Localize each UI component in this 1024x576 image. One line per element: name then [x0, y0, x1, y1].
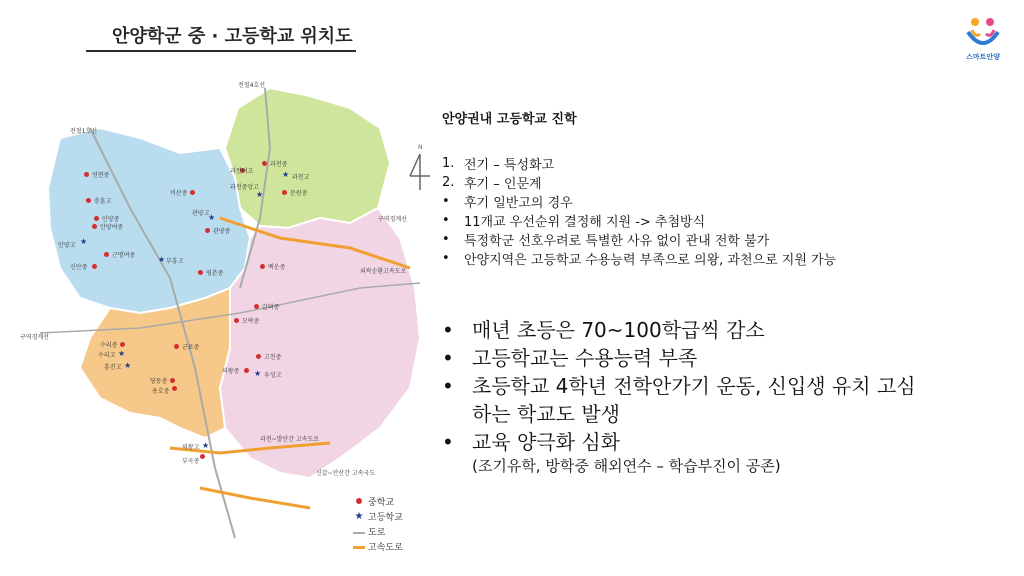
content-subtitle: 안양권내 고등학교 진학	[442, 112, 577, 127]
legend-middle-school: 중학교	[352, 494, 403, 509]
list-item: • 교육 양극화 심화	[442, 430, 620, 454]
admission-details-list	[442, 154, 836, 268]
smart-anyang-logo	[960, 14, 1006, 64]
singal-highway-label: 신갈~안산간 고속국도	[316, 470, 376, 477]
logo-figures-icon	[960, 14, 1006, 54]
map-regions-svg	[20, 68, 440, 568]
north-compass	[408, 146, 432, 192]
rail4-label: 전철4호선	[238, 82, 266, 89]
region-east	[220, 208, 420, 478]
compass-n-label: N	[418, 144, 423, 151]
map-legend	[352, 494, 403, 554]
logo-text: 스마트안양	[966, 53, 1000, 61]
key-issues-list	[442, 316, 916, 476]
list-item: • 11개교 우선순위 결정해 지원 -> 추첨방식	[442, 213, 706, 230]
boundary-label-west: 구역경계선	[20, 334, 49, 341]
slide-title: 안양학군 중 · 고등학교 위치도	[112, 26, 353, 47]
list-item: 2. 후기 – 인문계	[442, 175, 542, 192]
list-item: • 특정학군 선호우려로 특별한 사유 없이 관내 전학 불가	[442, 232, 770, 249]
list-item-note: (조기유학, 방학중 해외연수 – 학습부진이 공존)	[472, 457, 781, 475]
outer-ring-highway-label: 외곽순환고속도로	[360, 268, 407, 275]
content-block	[442, 108, 1012, 475]
middle-school-dot-icon	[356, 498, 362, 504]
road-line-icon	[353, 532, 365, 534]
title-underline	[86, 50, 356, 52]
high-school-star-icon: ★	[354, 511, 364, 522]
legend-highway: 고속도로	[352, 539, 403, 554]
highway-line-icon	[353, 546, 365, 549]
list-item: • 고등학교는 수용능력 부족	[442, 346, 698, 370]
list-item-continuation: 하는 학교도 발생	[472, 402, 620, 426]
legend-high-school: ★ 고등학교	[352, 509, 403, 524]
rail1-label: 전철1호선	[70, 128, 98, 135]
region-south	[80, 288, 230, 438]
boundary-label: 구역경계선	[378, 216, 407, 223]
list-item: 1. 전기 – 특성화고	[442, 156, 555, 173]
gwacheon-highway-label: 과천~발안간 고속도로	[260, 436, 320, 443]
compass-icon	[408, 146, 432, 192]
region-north	[225, 88, 390, 228]
list-item: • 초등학교 4학년 전학안가기 운동, 신입생 유치 고심	[442, 374, 916, 398]
list-item: • 안양지역은 고등학교 수용능력 부족으로 의왕, 과천으로 지원 가능	[442, 251, 837, 268]
list-item: • 매년 초등은 70~100학급씩 감소	[442, 318, 765, 342]
list-item: • 후기 일반고의 경우	[442, 194, 573, 211]
region-west	[48, 128, 250, 313]
school-location-map: N 전철4호선 전철1호선 구역경계선 구역경계선 외곽순환고속도로 과천~발안간 고속도로 신갈~안산간 고속국도 과천중 과천여고 ★ 과천고 ★ 과천중앙고 문원중 연현중 비산중 충훈고 ★ 관양고 관양중 안양중 안양여중 ★ 안양고 근명여중 신안중 ★ 부흥고 평촌중 백운중 갈뫼중 모락중 고천중 의왕중 ★ 우성고 군포중 수리중 ★ 수리고 ★ 흥진고 당동중 용호중 ★ 의왕고 부곡중	[20, 68, 440, 568]
legend-road: 도로	[352, 524, 403, 539]
